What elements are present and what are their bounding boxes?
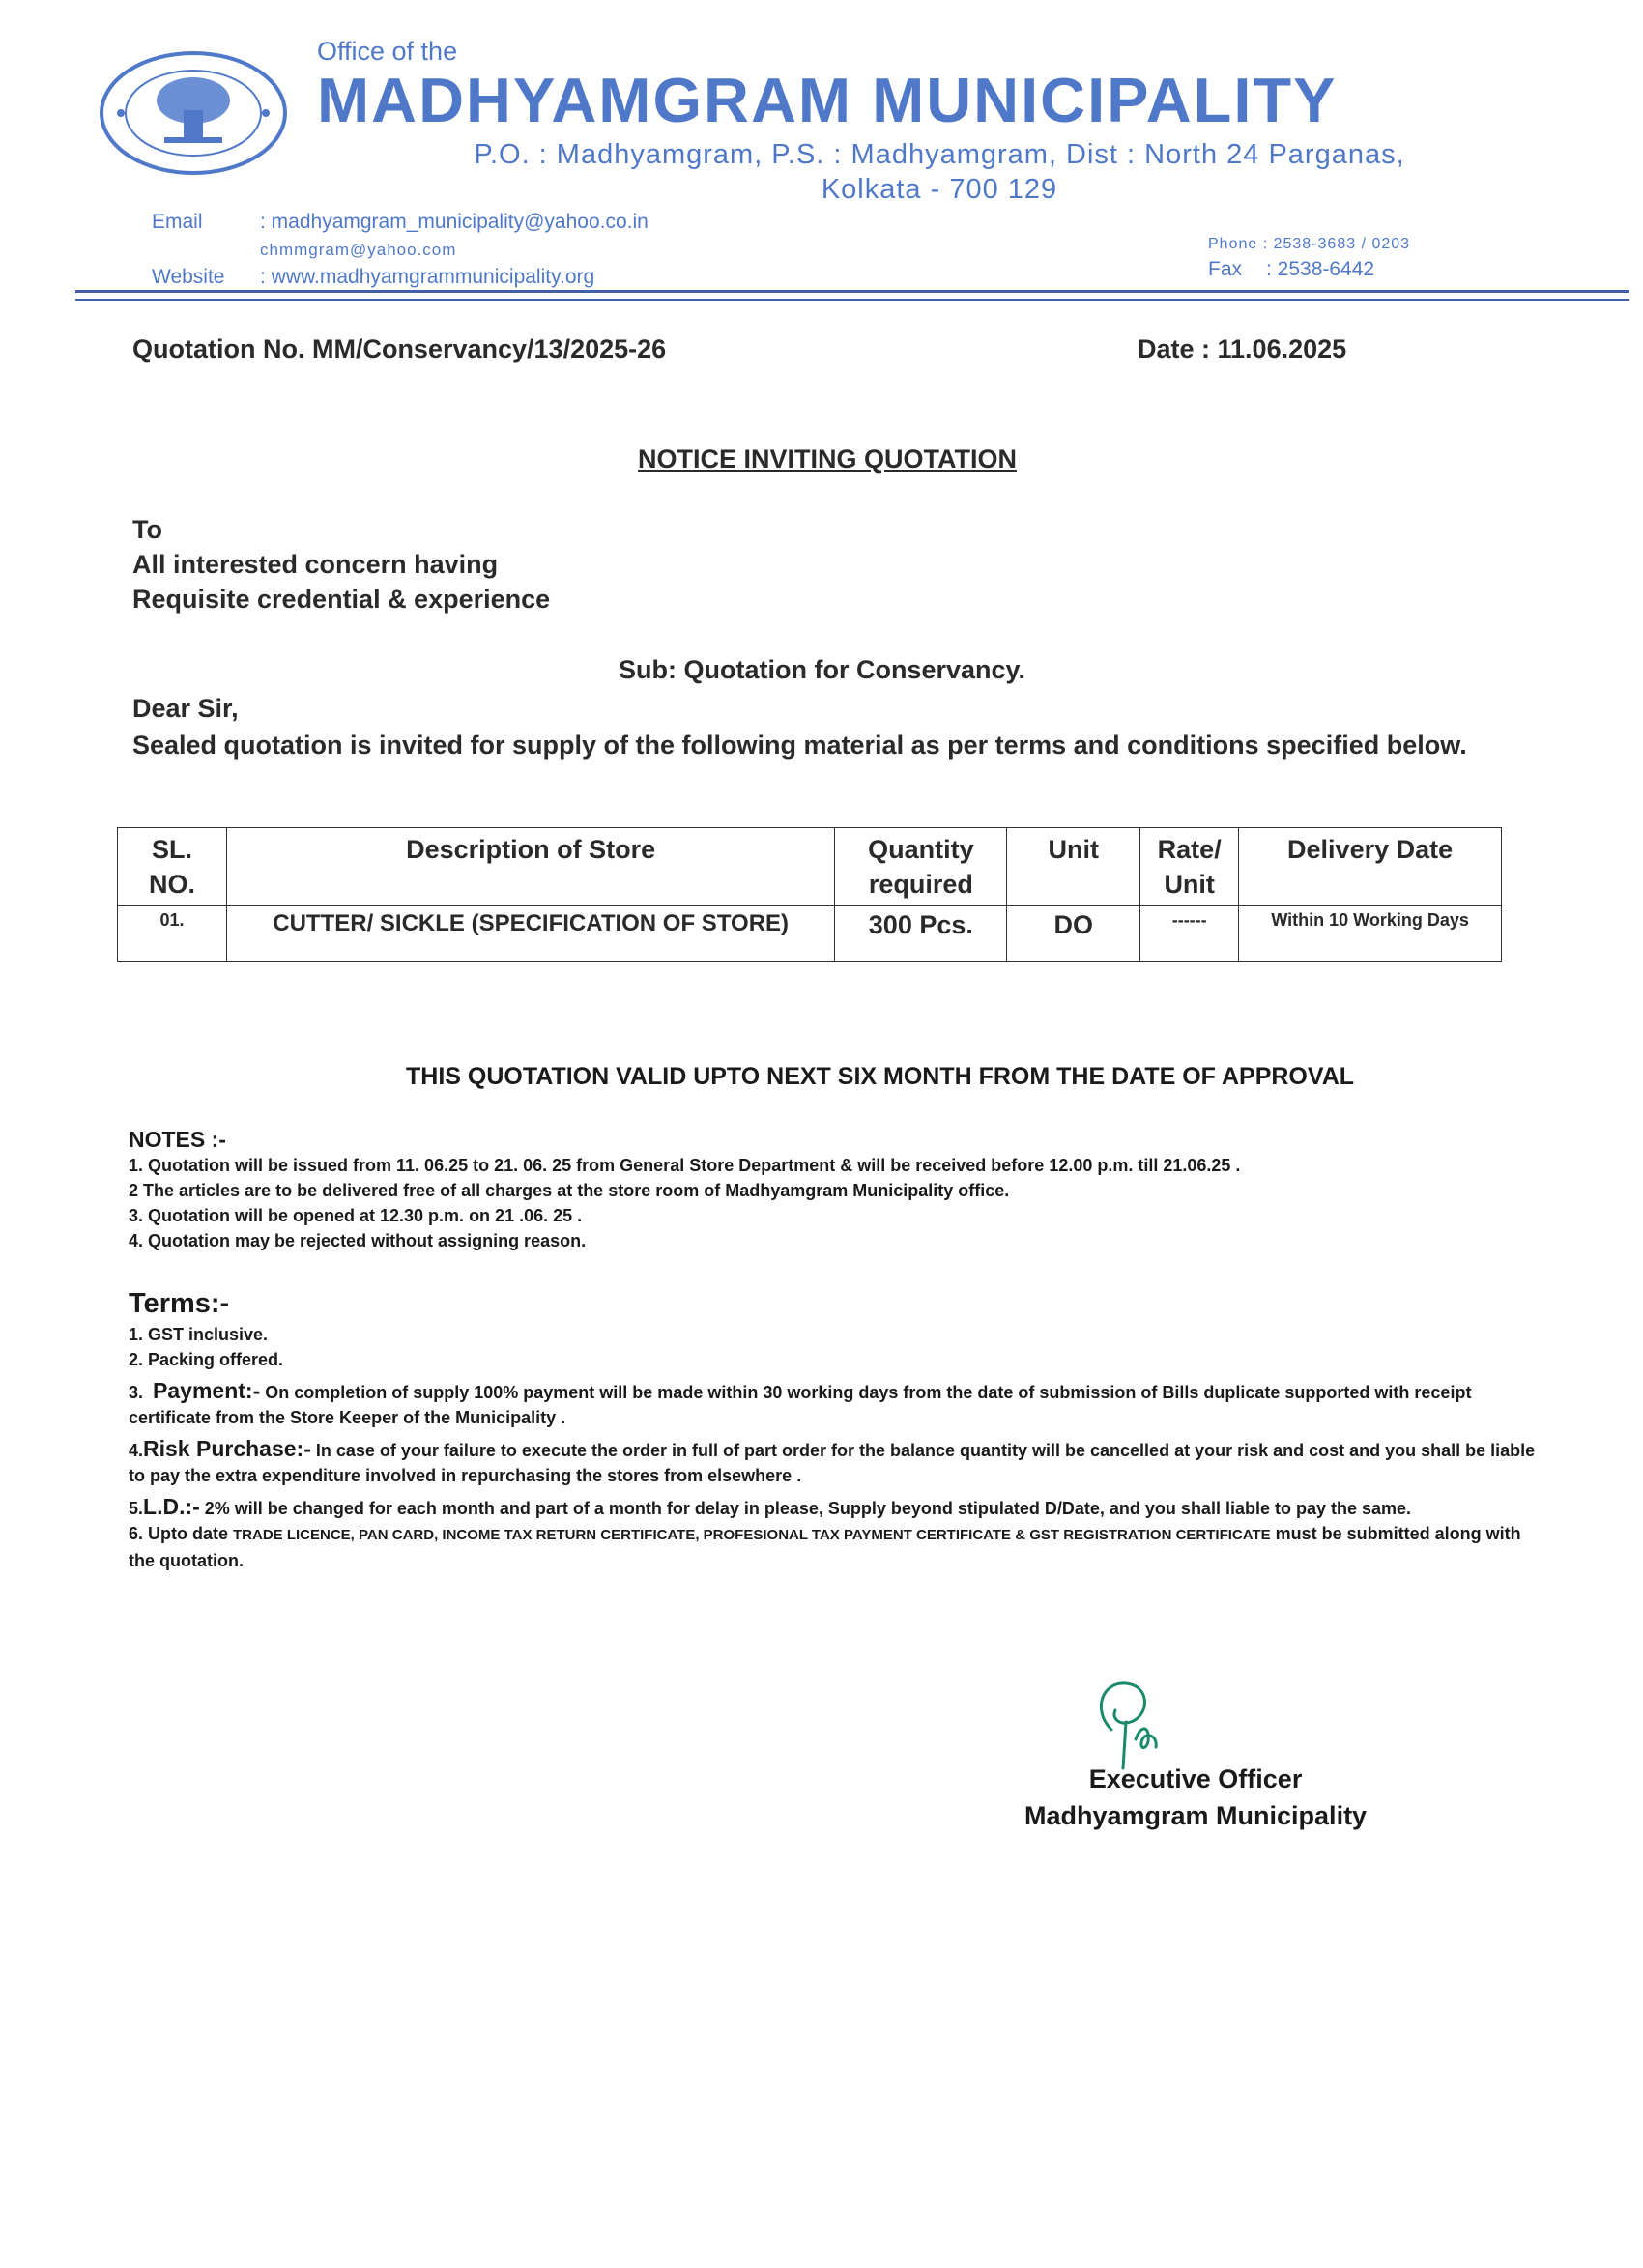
fax-label: Fax <box>1208 258 1243 280</box>
header-rate: Rate/ Unit <box>1140 828 1239 906</box>
term-risk-purchase: 4.Risk Purchase:- In case of your failure to execute the order in full of part order for the balance quantity will be cancelled at your risk and cost and you shall be liable to pay the extra expenditure involved in repurchasing the stores from elsewhere . <box>129 1436 1536 1485</box>
recipient-block <box>132 512 550 617</box>
cell-description: CUTTER/ SICKLE (SPECIFICATION OF STORE) <box>226 906 834 962</box>
signatory-block <box>1024 1761 1367 1834</box>
phone: Phone : 2538-3683 / 0203 <box>1208 236 1411 252</box>
contact-block <box>152 209 649 291</box>
header-sl-no: SL. NO. <box>118 828 227 906</box>
signatory-title: Executive Officer <box>1088 1765 1303 1794</box>
header-description: Description of Store <box>226 828 834 906</box>
intro-paragraph: Sealed quotation is invited for supply of the following material as per terms and conditions specified below. <box>132 731 1467 760</box>
email-primary: : madhyamgram_municipality@yahoo.co.in <box>260 211 649 233</box>
term-risk-label: Risk Purchase:- <box>143 1436 311 1461</box>
website: : www.madhyamgrammunicipality.org <box>260 266 595 288</box>
term-payment: 3. Payment:- On completion of supply 100% payment will be made within 30 working days from the date of submission of Bills duplicate supported with receipt certificate from the Store Keeper of the Municipality . <box>129 1378 1472 1427</box>
website-label: Website <box>152 266 225 288</box>
phone-fax-block <box>1208 232 1410 282</box>
header-delivery-date: Delivery Date <box>1239 828 1502 906</box>
term-payment-text: On completion of supply 100% payment will be made within 30 working days from the date of submission of Bills duplicate supported with receipt certificate from the Store Keeper of the Municipality . <box>129 1383 1472 1427</box>
quotation-number: Quotation No. MM/Conservancy/13/2025-26 <box>132 334 667 363</box>
table-header-row <box>118 828 1502 906</box>
fax: : 2538-6442 <box>1266 258 1375 280</box>
terms-heading: Terms:- <box>129 1288 230 1319</box>
term-documents: 6. Upto date TRADE LICENCE, PAN CARD, INCOME TAX RETURN CERTIFICATE, PROFESIONAL TAX PAYMENT CERTIFICATE & GST REGISTRATION CERTIFICATE must be submitted along with the quotation. <box>129 1524 1521 1570</box>
office-line: Office of the <box>317 37 458 66</box>
term-payment-label: Payment:- <box>153 1378 261 1403</box>
terms-section <box>129 1288 1549 1573</box>
signatory-organization: Madhyamgram Municipality <box>1024 1801 1368 1830</box>
recipient-to: To <box>132 515 162 544</box>
term-ld-text: 2% will be changed for each month and part of a month for delay in please, Supply beyond stipulated D/Date, and you shall liable to pay the same. <box>199 1499 1412 1518</box>
notice-title: NOTICE INVITING QUOTATION <box>638 445 1017 474</box>
header-unit: Unit <box>1007 828 1140 906</box>
cell-delivery: Within 10 Working Days <box>1239 906 1502 962</box>
term-documents-list: TRADE LICENCE, PAN CARD, INCOME TAX RETURN CERTIFICATE, PROFESIONAL TAX PAYMENT CERTIFICATE & GST REGISTRATION CERTIFICATE <box>233 1527 1271 1543</box>
term-ld-label: L.D.:- <box>143 1494 200 1519</box>
email-label: Email <box>152 211 203 233</box>
cell-unit: DO <box>1007 906 1140 962</box>
recipient-line-2: All interested concern having <box>132 550 499 579</box>
municipality-name: MADHYAMGRAM MUNICIPALITY <box>317 65 1338 135</box>
cell-quantity: 300 Pcs. <box>835 906 1007 962</box>
note-item: 3. Quotation will be opened at 12.30 p.m. on 21 .06. 25 . <box>129 1206 583 1225</box>
header-divider-secondary <box>75 299 1629 301</box>
subject-line: Sub: Quotation for Conservancy. <box>619 655 1026 684</box>
validity-statement: THIS QUOTATION VALID UPTO NEXT SIX MONTH FROM THE DATE OF APPROVAL <box>406 1063 1355 1090</box>
term-item: 1. GST inclusive. <box>129 1325 269 1344</box>
document-date: Date : 11.06.2025 <box>1138 334 1347 363</box>
term-item: 2. Packing offered. <box>129 1350 284 1369</box>
note-item: 2 The articles are to be delivered free of all charges at the store room of Madhyamgram Municipality office. <box>129 1181 1010 1200</box>
term-ld: 5.L.D.:- 2% will be changed for each month and part of a month for delay in please, Supply beyond stipulated D/Date, and you shall liable to pay the same. <box>129 1494 1412 1519</box>
notes-section <box>129 1127 1549 1253</box>
store-table <box>117 827 1502 962</box>
notes-heading: NOTES :- <box>129 1127 226 1152</box>
address-line-1: P.O. : Madhyamgram, P.S. : Madhyamgram, Dist : North 24 Parganas, <box>474 139 1405 170</box>
municipality-seal-icon <box>97 50 290 176</box>
email-secondary: chmmgram@yahoo.com <box>260 241 457 259</box>
note-item: 4. Quotation may be rejected without assigning reason. <box>129 1231 587 1250</box>
table-row <box>118 906 1502 962</box>
header-quantity: Quantity required <box>835 828 1007 906</box>
address-line-2: Kolkata - 700 129 <box>821 174 1058 205</box>
header-divider <box>75 290 1629 293</box>
cell-sl-no: 01. <box>118 906 227 962</box>
salutation: Dear Sir, <box>132 694 239 723</box>
note-item: 1. Quotation will be issued from 11. 06.25 to 21. 06. 25 from General Store Department & will be received before 12.00 p.m. till 21.06.25 . <box>129 1156 1241 1175</box>
recipient-line-3: Requisite credential & experience <box>132 585 551 614</box>
cell-rate: ------ <box>1140 906 1239 962</box>
term-risk-text: In case of your failure to execute the order in full of part order for the balance quantity will be cancelled at your risk and cost and you shall be liable to pay the extra expenditure involved in repurchasing the stores from elsewhere . <box>129 1441 1536 1485</box>
address <box>360 137 1519 207</box>
